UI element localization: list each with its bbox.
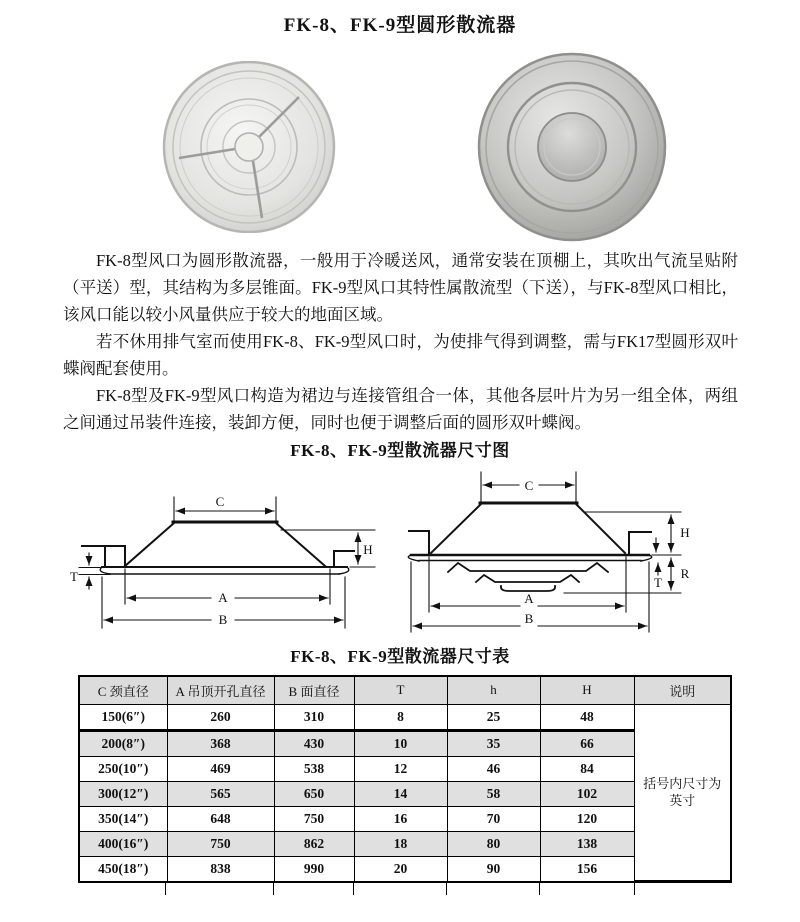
table-header-row: [79, 676, 731, 704]
fk9-dim-r: [564, 558, 690, 593]
dimension-diagrams: [0, 470, 800, 642]
fk8-diffuser-image: [158, 61, 340, 233]
table-cell: 120: [540, 806, 634, 831]
table-row: [79, 704, 731, 730]
table-cell: 368: [167, 730, 274, 756]
table-cell: 430: [274, 730, 354, 756]
col-header-c: C 颈直径: [79, 676, 167, 704]
table-cell: 862: [274, 831, 354, 856]
paragraph-2: 若不休用排气室而使用FK-8、FK-9型风口时，为使排气得到调整，需与FK17型圆形双叶蝶阀配套使用。: [63, 332, 738, 378]
col-header-t: T: [354, 676, 447, 704]
table-cell: 20: [354, 856, 447, 882]
dim-label-b: B: [218, 612, 227, 627]
fk9-dim-a: [429, 557, 626, 612]
table-cell: 58: [447, 781, 540, 806]
table-cell: 70: [447, 806, 540, 831]
fk9-outline: [408, 503, 651, 591]
table-cell: 90: [447, 856, 540, 882]
table-row: [79, 781, 731, 806]
dim-label-c: C: [524, 478, 533, 493]
fk9-dimension-diagram: [399, 470, 734, 642]
table-cell: 990: [274, 856, 354, 882]
document-page: [0, 10, 800, 922]
table-cell: 200(8″): [79, 730, 167, 756]
table-cell: 35: [447, 730, 540, 756]
col-header-note: 说明: [634, 676, 731, 704]
table-cell: 10: [354, 730, 447, 756]
table-cell: 538: [274, 756, 354, 781]
table-row: [79, 756, 731, 781]
fk8-dim-h: [281, 530, 375, 567]
paragraph-1: FK-8型风口为圆形散流器，一般用于冷暖送风，通常安装在顶棚上，其吹出气流呈贴附（平送）型，其结构为多层锥面。FK-9型风口其特性属散流型（下送），与FK-8型风口相比，该风口能以较小风量供应于较大的地面区域。: [63, 251, 738, 324]
table-cell: 66: [540, 730, 634, 756]
table-cell: 648: [167, 806, 274, 831]
table-cell: 750: [274, 806, 354, 831]
table-cell: 156: [540, 856, 634, 882]
col-header-a: A 吊顶开孔直径: [167, 676, 274, 704]
cone-layer-1: [448, 563, 608, 572]
table-cell: 16: [354, 806, 447, 831]
table-section-title: FK-8、FK-9型散流器尺寸表: [290, 647, 510, 666]
fk9-dim-t: [654, 538, 662, 590]
dim-label-h: H: [679, 525, 690, 540]
page-title: FK-8、FK-9型圆形散流器: [283, 15, 517, 36]
table-cell: 48: [540, 704, 634, 730]
table-cell: 469: [167, 756, 274, 781]
dim-label-a: A: [523, 591, 534, 606]
table-note-cell: 括号内尺寸为英寸: [634, 704, 731, 882]
table-row: [79, 806, 731, 831]
product-photos: [158, 51, 800, 245]
fk9-photo: [472, 51, 672, 248]
table-cell: 150(6″): [79, 704, 167, 730]
table-cell: 400(16″): [79, 831, 167, 856]
table-cell: 18: [354, 831, 447, 856]
dim-label-h: H: [362, 542, 373, 557]
dim-label-t: T: [653, 575, 662, 590]
table-cell: 14: [354, 781, 447, 806]
dim-label-t: T: [69, 569, 78, 584]
table-cell: 84: [540, 756, 634, 781]
fk9-dim-c: [481, 472, 576, 502]
table-cell: 8: [354, 704, 447, 730]
dim-label-r: R: [680, 566, 689, 581]
table-cell: 25: [447, 704, 540, 730]
col-header-h2: h: [447, 676, 540, 704]
fk9-dim-h: [585, 512, 690, 555]
table-cell: 300(12″): [79, 781, 167, 806]
table-row: [79, 730, 731, 756]
fk8-dim-c: [174, 494, 276, 521]
table-cell: 350(14″): [79, 806, 167, 831]
table-row: [79, 856, 731, 882]
cone-layer-2: [476, 575, 579, 582]
table-cell: 450(18″): [79, 856, 167, 882]
paragraph-3: FK-8型及FK-9型风口构造为裙边与连接管组合一体，其他各层叶片为另一组全体，两组之间通过吊装件连接，装卸方便，同时也便于调整后面的圆形双叶蝶阀。: [63, 386, 738, 432]
fk9-diffuser-image: [472, 51, 672, 243]
table-cell: 310: [274, 704, 354, 730]
col-header-b: B 面直径: [274, 676, 354, 704]
size-table-body: [79, 704, 731, 882]
dim-label-b: B: [524, 611, 533, 626]
table-cell: 80: [447, 831, 540, 856]
table-cell: 838: [167, 856, 274, 882]
table-cell: 12: [354, 756, 447, 781]
size-table: [78, 675, 732, 883]
table-bottom-stubs: [78, 883, 730, 895]
table-cell: 650: [274, 781, 354, 806]
table-cell: 46: [447, 756, 540, 781]
fk8-photo: [158, 61, 340, 238]
table-cell: 138: [540, 831, 634, 856]
dim-label-c: C: [215, 494, 224, 509]
table-cell: 565: [167, 781, 274, 806]
diagram-section-title: FK-8、FK-9型散流器尺寸图: [290, 441, 510, 460]
table-cell: 102: [540, 781, 634, 806]
table-cell: 250(10″): [79, 756, 167, 781]
fk8-dimension-diagram: [67, 470, 387, 642]
table-cell: 260: [167, 704, 274, 730]
col-header-h: H: [540, 676, 634, 704]
table-cell: 750: [167, 831, 274, 856]
dim-label-a: A: [217, 590, 228, 605]
description-text: [63, 247, 738, 436]
table-row: [79, 831, 731, 856]
